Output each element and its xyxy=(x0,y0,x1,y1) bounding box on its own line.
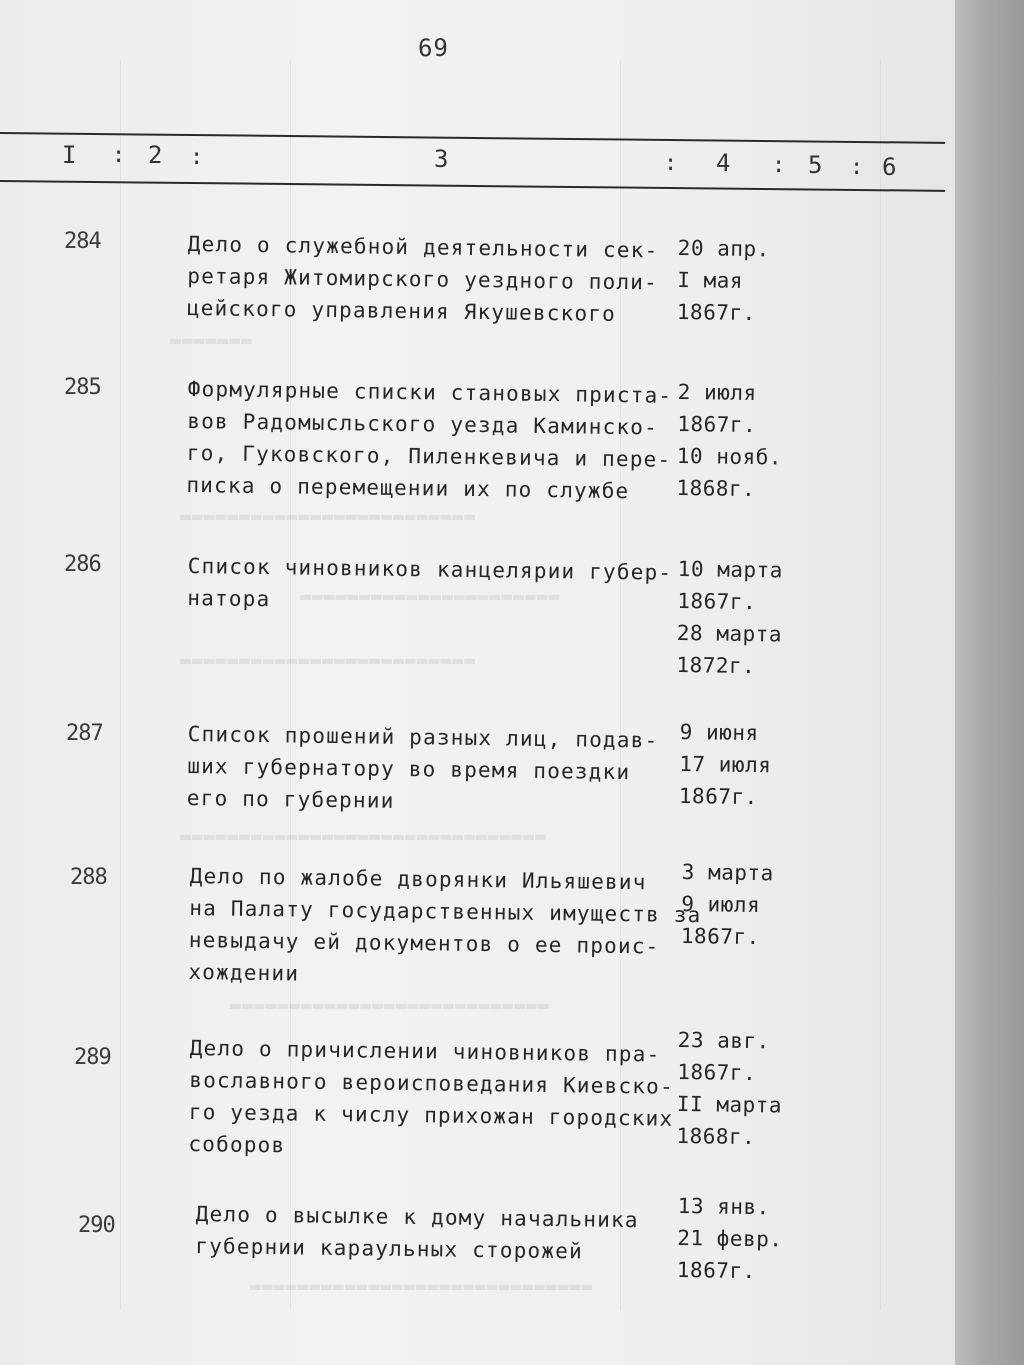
entry-date: 1867г. xyxy=(678,783,758,810)
entry-date: II марта xyxy=(676,1091,783,1118)
entry-date: I мая xyxy=(677,267,744,293)
entry-line: губернии караульных сторожей xyxy=(195,1233,584,1264)
column-separator: : xyxy=(850,155,864,180)
column-header-5: 5 xyxy=(808,151,823,179)
page-edge-shadow xyxy=(955,0,1024,1365)
column-header-3: 3 xyxy=(434,145,449,173)
entry-number: 285 xyxy=(64,375,101,400)
entry-date: 1867г. xyxy=(677,588,757,615)
entry-dates xyxy=(676,553,783,682)
column-header-4: 4 xyxy=(716,149,731,177)
entry-number: 289 xyxy=(74,1045,111,1070)
entry-line: натора xyxy=(187,585,271,612)
entry-description xyxy=(195,1198,676,1269)
entry-line: невыдачу ей документов о ее проис- xyxy=(188,927,660,959)
entry-line: соборов xyxy=(188,1131,286,1158)
entry-line: Дело о служебной деятельности сек- xyxy=(187,231,659,263)
entry-date: 10 нояб. xyxy=(676,443,783,470)
entry-date: 2 июля xyxy=(677,379,757,406)
entry-date: 1868г. xyxy=(676,1123,756,1150)
entry-line: цейского управления Якушевского xyxy=(186,295,617,326)
entry-date: 3 марта xyxy=(681,859,774,886)
entry-date: 23 авг. xyxy=(677,1027,770,1054)
header-rule-bottom xyxy=(0,180,945,192)
entry-dates xyxy=(676,376,783,505)
entry-line: вов Радомысльского уезда Каминско- xyxy=(187,408,659,440)
entry-date: 1867г. xyxy=(677,411,757,438)
entry-date: 28 марта xyxy=(676,620,783,647)
column-separator: : xyxy=(664,151,678,176)
entry-description xyxy=(186,373,673,508)
entry-number: 290 xyxy=(78,1213,115,1238)
entry-date: 1867г. xyxy=(677,1059,757,1086)
column-separator: : xyxy=(112,143,126,168)
entry-line: ретаря Житомирского уездного поли- xyxy=(187,263,659,295)
column-separator: : xyxy=(190,145,204,170)
column-header-2: 2 xyxy=(148,141,163,169)
entry-description xyxy=(187,228,668,331)
entry-description xyxy=(187,718,668,821)
entry-description xyxy=(187,550,673,621)
entry-date: 10 марта xyxy=(677,556,784,583)
entry-line: го, Гуковского, Пиленкевича и пере- xyxy=(186,440,672,472)
entry-date: 9 июля xyxy=(681,891,761,918)
entry-description xyxy=(188,860,702,995)
bleed-through-text: ▬▬▬▬▬▬▬ xyxy=(170,330,253,351)
entry-number: 287 xyxy=(66,721,103,746)
bleed-through-text: ▬▬▬▬▬▬▬▬▬▬▬▬▬▬▬▬▬▬▬▬▬▬▬▬▬▬▬▬▬ xyxy=(250,1276,594,1297)
entry-date: 20 апр. xyxy=(677,235,770,262)
bleed-through-text: ▬▬▬▬▬▬▬▬▬▬▬▬▬▬▬▬▬▬▬▬▬▬ xyxy=(300,586,561,607)
entry-number: 286 xyxy=(64,552,101,577)
column-header-1: I xyxy=(62,141,77,169)
bleed-through-text: ▬▬▬▬▬▬▬▬▬▬▬▬▬▬▬▬▬▬▬▬▬▬▬▬▬ xyxy=(180,506,476,527)
entry-date: 1867г. xyxy=(676,1257,756,1284)
bleed-through-text: ▬▬▬▬▬▬▬▬▬▬▬▬▬▬▬▬▬▬▬▬▬▬▬▬▬▬▬▬▬▬▬ xyxy=(180,826,547,847)
entry-line: Формулярные списки становых приста- xyxy=(187,376,673,408)
entry-line: вославного вероисповедания Киевско- xyxy=(189,1067,674,1099)
entry-line: Дело о высылке к дому начальника xyxy=(195,1201,639,1233)
entry-description xyxy=(188,1032,674,1167)
entry-date: 1867г. xyxy=(676,299,756,326)
entry-date: 9 июня xyxy=(679,719,759,746)
bleed-through-text: ▬▬▬▬▬▬▬▬▬▬▬▬▬▬▬▬▬▬▬▬▬▬▬▬▬▬▬ xyxy=(230,995,550,1016)
entry-dates xyxy=(679,716,772,813)
column-header-6: 6 xyxy=(882,153,897,181)
entry-line: хождении xyxy=(188,959,300,986)
entry-dates xyxy=(676,1024,783,1153)
entry-line: го уезда к числу прихожан городских xyxy=(188,1099,674,1131)
column-separator: : xyxy=(772,153,786,178)
header-rule-top xyxy=(0,132,945,144)
entry-line: его по губернии xyxy=(186,785,395,813)
entry-number: 284 xyxy=(64,229,101,254)
entry-date: 1872г. xyxy=(676,652,756,679)
entry-line: на Палату государственных имуществ за xyxy=(189,895,702,928)
entry-line: Дело по жалобе дворянки Ильяшевич xyxy=(189,863,647,895)
entry-line: Список чиновников канцелярии губер- xyxy=(187,553,673,585)
entry-line: ших губернатору во время поездки xyxy=(187,753,631,785)
entry-date: 13 янв. xyxy=(677,1193,770,1220)
entry-number: 288 xyxy=(70,865,107,890)
entry-dates xyxy=(681,856,774,953)
entry-date: 21 февр. xyxy=(677,1225,783,1252)
entry-date: 1868г. xyxy=(676,475,756,502)
entry-line: писка о перемещении их по службе xyxy=(186,472,630,504)
entry-date: 1867г. xyxy=(680,923,760,950)
entry-line: Список прошений разных лиц, подав- xyxy=(187,721,659,753)
entry-line: Дело о причислении чиновников пра- xyxy=(189,1035,661,1067)
bleed-through-text: ▬▬▬▬▬▬▬▬▬▬▬▬▬▬▬▬▬▬▬▬▬▬▬▬▬ xyxy=(180,650,476,671)
entry-dates xyxy=(677,1190,783,1287)
entry-date: 17 июля xyxy=(679,751,772,778)
page-number: 69 xyxy=(417,33,450,63)
entry-dates xyxy=(677,232,770,329)
